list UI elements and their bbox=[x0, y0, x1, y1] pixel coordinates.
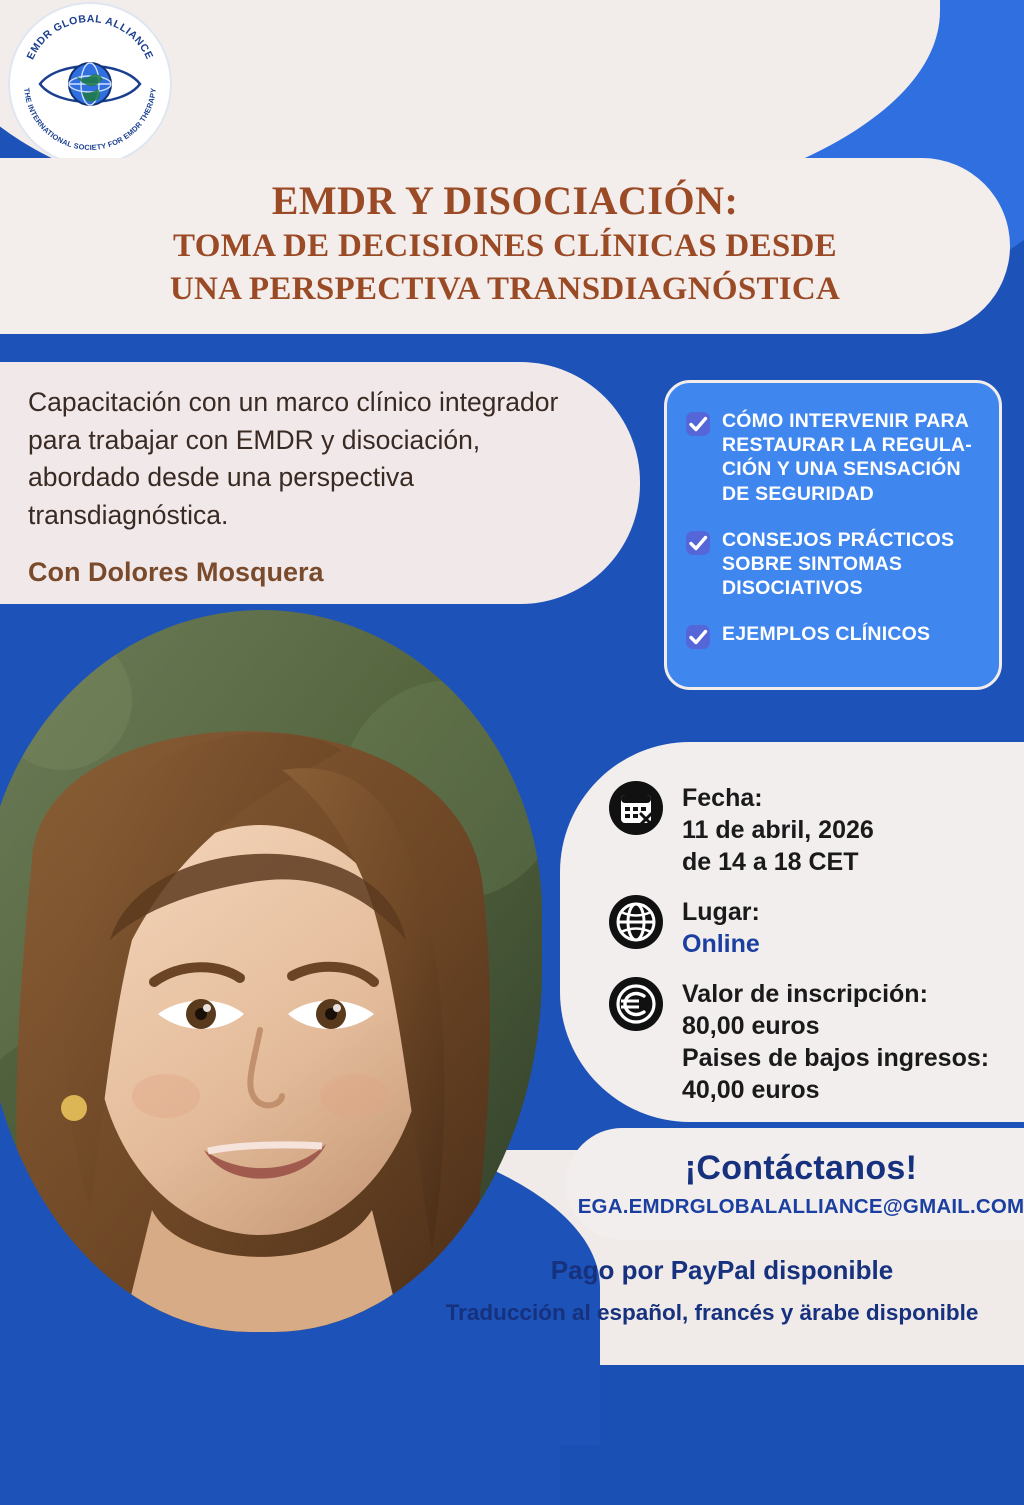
calendar-icon bbox=[608, 780, 664, 836]
check-icon bbox=[685, 411, 711, 437]
event-details-card bbox=[560, 742, 1024, 1122]
highlights-card bbox=[664, 380, 1002, 690]
page-subtitle-line1: TOMA DE DECISIONES CLÍNICAS DESDE bbox=[173, 228, 837, 265]
detail-row-date bbox=[608, 780, 1024, 878]
presenter-name: Con Dolores Mosquera bbox=[28, 556, 324, 587]
portrait-illustration bbox=[0, 610, 542, 1332]
list-item bbox=[685, 409, 981, 506]
detail-label-price-reduced: Paises de bajos ingresos: bbox=[682, 1044, 990, 1072]
organization-logo bbox=[8, 2, 172, 166]
page-title: EMDR Y DISOCIACIÓN: bbox=[271, 177, 739, 223]
translation-note: Traducción al español, francés y ärabe disponible bbox=[445, 1300, 979, 1325]
detail-value-date: 11 de abril, 2026 bbox=[682, 816, 874, 844]
detail-value-price-reduced: 40,00 euros bbox=[682, 1076, 820, 1104]
list-item bbox=[685, 622, 981, 650]
globe-icon bbox=[608, 894, 664, 950]
detail-label-date: Fecha: bbox=[682, 784, 763, 812]
contact-card bbox=[566, 1128, 1024, 1240]
detail-label-location: Lugar: bbox=[682, 898, 760, 926]
euro-icon bbox=[608, 976, 664, 1032]
check-icon bbox=[685, 530, 711, 556]
globe-eye-icon bbox=[36, 54, 144, 114]
presenter-portrait bbox=[0, 610, 542, 1332]
detail-value-time: de 14 a 18 CET bbox=[682, 848, 859, 876]
highlight-text: EJEMPLOS CLÍNICOS bbox=[722, 623, 931, 646]
detail-value-location: Online bbox=[682, 930, 760, 958]
detail-row-price bbox=[608, 976, 1024, 1106]
description-card bbox=[0, 362, 640, 604]
logo-bottom-text: THE INTERNATIONAL SOCIETY FOR EMDR THERAPY bbox=[22, 87, 158, 153]
highlight-text: CÓMO INTERVENIR PARA RESTAURAR LA REGULA-CIÓN Y UNA SENSACIÓN DE SEGURIDAD bbox=[722, 410, 972, 505]
title-card bbox=[0, 158, 1010, 334]
description-text: Capacitación con un marco clínico integrador para trabajar con EMDR y disociación, abordado desde una perspectiva transdiagnóstica. bbox=[28, 387, 559, 530]
contact-email-link[interactable]: EGA.EMDRGLOBALALLIANCE@GMAIL.COM bbox=[577, 1195, 1024, 1218]
detail-value-price-standard: 80,00 euros bbox=[682, 1012, 820, 1040]
highlight-text: CONSEJOS PRÁCTICOS SOBRE SINTOMAS DISOCIATIVOS bbox=[722, 528, 955, 600]
detail-label-price: Valor de inscripción: bbox=[682, 980, 928, 1008]
detail-row-location bbox=[608, 894, 1024, 960]
list-item bbox=[685, 528, 981, 601]
contact-heading: ¡Contáctanos! bbox=[684, 1149, 918, 1187]
payment-note: Pago por PayPal disponible bbox=[550, 1255, 894, 1285]
page-subtitle-line2: UNA PERSPECTIVA TRANSDIAGNÓSTICA bbox=[169, 271, 841, 308]
check-icon bbox=[685, 624, 711, 650]
logo-top-text: EMDR GLOBAL ALLIANCE bbox=[24, 12, 156, 62]
